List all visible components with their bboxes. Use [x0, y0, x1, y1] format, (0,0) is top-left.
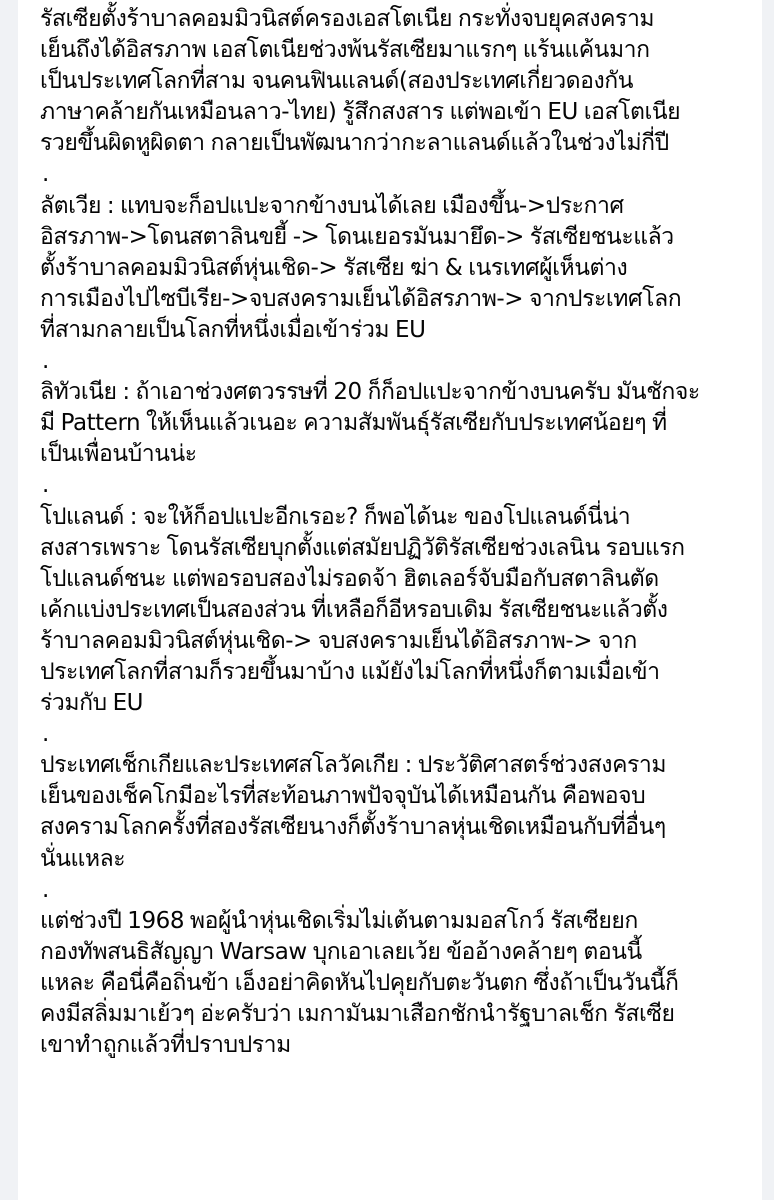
post-text-line: เค้กแบ่งประเทศเป็นสองส่วน ที่เหลือก็อีหรอบเดิม รัสเซียชนะแล้วตั้ง [40, 596, 668, 623]
post-paragraph-czech-slovakia [40, 750, 762, 874]
post-text-line: มี Pattern ให้เห็นแล้วเนอะ ความสัมพันธุ์รัสเซียกับประเทศน้อยๆ ที่ [40, 410, 667, 437]
post-text-line: ลิทัวเนีย : ถ้าเอาช่วงศตวรรษที่ 20 ก็ก็อปแปะจากข้างบนครับ มันชักจะ [40, 379, 700, 406]
post-paragraph-lithuania [40, 377, 762, 470]
post-text-line: เป็นประเทศโลกที่สาม จนคนฟินแลนด์(สองประเทศเกี่ยวดองกัน [40, 68, 634, 95]
post-text-line: เขาทำถูกแล้วที่ปราบปราม [40, 1032, 291, 1059]
post-text-line: แต่ช่วงปี 1968 พอผู้นำหุ่นเชิดเริ่มไม่เต้นตามมอสโกว์ รัสเซียยก [40, 907, 638, 934]
post-text-line: ร่วมกับ EU [40, 690, 144, 717]
post-text-line: ประเทศโลกที่สามก็รวยขึ้นมาบ้าง แม้ยังไม่โลกที่หนึ่งก็ตามเมื่อเข้า [40, 658, 660, 685]
post-text-line: ลัตเวีย : แทบจะก็อปแปะจากข้างบนได้เลย เมืองขึ้น->ประกาศ [40, 192, 624, 219]
post-text-line: อิสรภาพ->โดนสตาลินขยี้ -> โดนเยอรมันมายึด-> รัสเซียชนะแล้ว [40, 223, 674, 250]
paragraph-separator-dot: . [42, 721, 49, 748]
post-card [18, 0, 762, 1200]
post-text-line: คงมีสลิ่มมาเย้วๆ อ่ะครับว่า เมกามันมาเสือกชักนำรัฐบาลเช็ก รัสเซีย [40, 1001, 675, 1027]
post-text-line: เป็นเพื่อนบ้านน่ะ [40, 441, 197, 468]
post-body [40, 4, 762, 1061]
post-paragraph-latvia [40, 191, 762, 346]
post-paragraph-estonia [40, 4, 762, 159]
post-text-line: รวยขึ้นผิดหูผิดตา กลายเป็นพัฒนากว่ากะลาแลนด์แล้วในช่วงไม่กี่ปี [40, 130, 669, 157]
post-text-line: ตั้งร้าบาลคอมมิวนิสต์หุ่นเชิด-> รัสเซีย ฆ่า & เนรเทศผู้เห็นต่าง [40, 254, 628, 281]
post-text-line: การเมืองไปไซบีเรีย->จบสงครามเย็นได้อิสรภาพ-> จากประเทศโลก [40, 285, 682, 312]
post-text-line: ประเทศเช็กเกียและประเทศสโลวัคเกีย : ประวัติศาสตร์ช่วงสงคราม [40, 752, 667, 779]
post-paragraph-poland [40, 502, 762, 720]
post-text-line: ร้าบาลคอมมิวนิสต์หุ่นเชิด-> จบสงครามเย็นได้อิสรภาพ-> จาก [40, 627, 637, 654]
post-text-line: แหละ คือนี่คือถิ่นข้า เอ็งอย่าคิดหันไปคุยกับตะวันตก ซึ่งถ้าเป็นวันนี้ก็ [40, 969, 679, 996]
post-text-line: กองทัพสนธิสัญญา Warsaw บุกเอาเลยเว้ย ข้ออ้างคล้ายๆ ตอนนี้ [40, 938, 642, 965]
post-text-line: โปแลนด์ชนะ แต่พอรอบสองไม่รอดจ้า ฮิตเลอร์จับมือกับสตาลินตัด [40, 565, 659, 592]
paragraph-separator-dot: . [42, 161, 49, 188]
post-text-line: นั่นแหละ [40, 845, 126, 872]
post-text-line: เย็นของเช็คโกมีอะไรที่สะท้อนภาพปัจจุบันได้เหมือนกัน คือพอจบ [40, 783, 646, 810]
paragraph-separator-dot: . [42, 348, 49, 375]
paragraph-separator-dot: . [42, 876, 49, 903]
paragraph-separator-dot: . [42, 472, 49, 499]
post-text-line: ภาษาคล้ายกันเหมือนลาว-ไทย) รู้สึกสงสาร แต่พอเข้า EU เอสโตเนีย [40, 99, 681, 126]
post-text-line: สงสารเพราะ โดนรัสเซียบุกตั้งแต่สมัยปฏิวัติรัสเซียช่วงเลนิน รอบแรก [40, 534, 685, 561]
post-text-line: เย็นถึงได้อิสรภาพ เอสโตเนียช่วงพ้นรัสเซียมาแรกๆ แร้นแค้นมาก [40, 37, 650, 64]
post-text-line: ที่สามกลายเป็นโลกที่หนึ่งเมื่อเข้าร่วม EU [40, 316, 426, 343]
post-paragraph-1968 [40, 906, 762, 1061]
post-text-line: สงครามโลกครั้งที่สองรัสเซียนางก็ตั้งร้าบาลหุ่นเชิดเหมือนกับที่อื่นๆ [40, 814, 666, 841]
post-text-line: โปแลนด์ : จะให้ก็อปแปะอีกเรอะ? ก็พอได้นะ ของโปแลนด์นี่น่า [40, 503, 631, 530]
post-text-line: รัสเซียตั้งร้าบาลคอมมิวนิสต์ครองเอสโตเนีย กระทั่งจบยุคสงคราม [40, 6, 655, 32]
